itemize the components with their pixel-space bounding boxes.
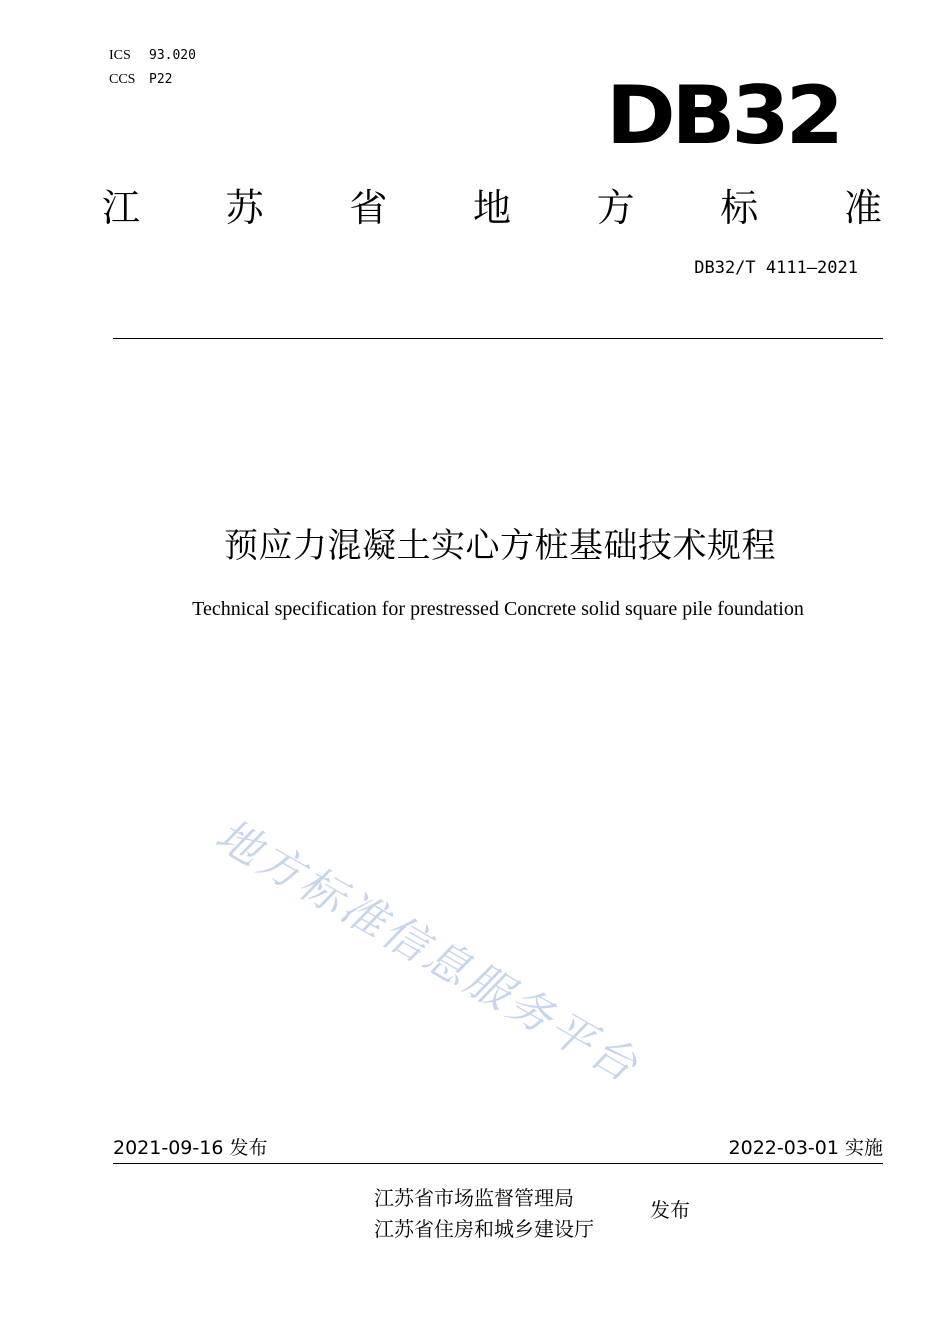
db32-logo: DB32 [606,69,840,162]
standard-title-char: 苏 [225,186,264,230]
bottom-divider [113,1163,883,1164]
standard-title-char: 地 [472,186,511,230]
standard-number: DB32/T 4111—2021 [694,258,858,278]
standard-title-char: 方 [596,186,635,230]
standard-title-char: 江 [102,186,141,230]
ccs-row [109,68,196,92]
standard-title-char: 省 [349,186,388,230]
classification-block [109,44,196,92]
implementation-date: 2022-03-01 实施 [728,1137,883,1159]
top-divider [113,338,883,339]
issuers-block [374,1183,594,1245]
standard-title [102,180,882,240]
ccs-value: P22 [149,72,173,87]
ics-label: ICS [109,48,131,63]
issuer-name: 江苏省住房和城乡建设厅 [374,1217,594,1241]
standard-title-char: 标 [720,186,759,230]
ics-row [109,44,196,68]
ics-value: 93.020 [149,48,196,63]
document-title: 预应力混凝土实心方桩基础技术规程 [224,526,776,566]
document-subtitle: Technical specification for prestressed Concrete solid square pile foundation [192,598,804,620]
standard-title-char: 准 [843,186,882,230]
issue-date: 2021-09-16 发布 [113,1137,268,1159]
issuer-name: 江苏省市场监督管理局 [374,1186,574,1210]
issue-label: 发布 [650,1198,690,1222]
ccs-label: CCS [109,72,136,87]
watermark: 地方标准信息服务平台 [207,809,649,1094]
